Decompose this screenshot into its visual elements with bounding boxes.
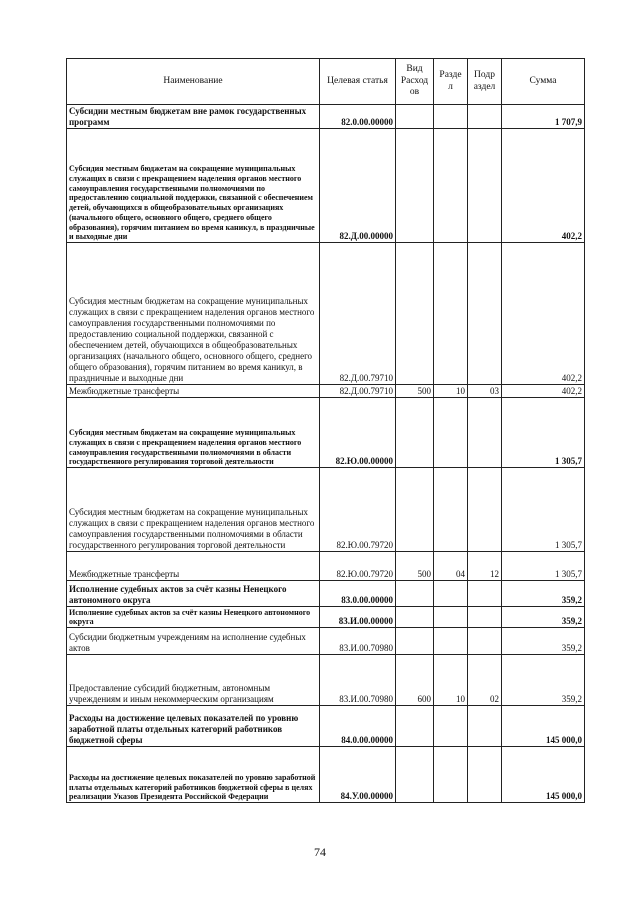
cell-sum: 359,2 — [502, 581, 585, 607]
cell-pod — [468, 747, 502, 803]
cell-code: 82.0.00.00000 — [320, 105, 396, 129]
cell-vid — [396, 129, 434, 243]
table-row — [67, 398, 585, 468]
cell-name: Межбюджетные трансферты — [67, 552, 320, 581]
cell-sum: 359,2 — [502, 655, 585, 706]
cell-sum: 1 305,7 — [502, 398, 585, 468]
cell-razd — [434, 398, 468, 468]
cell-pod — [468, 628, 502, 655]
cell-code: 83.И.00.70980 — [320, 628, 396, 655]
cell-code: 82.Д.00.79710 — [320, 385, 396, 398]
cell-name: Субсидии местным бюджетам вне рамок государственных программ — [67, 105, 320, 129]
cell-name: Субсидия местным бюджетам на сокращение муниципальных служащих в связи с прекращением наделения органов местного самоуправления государственными полномочиями по предоставлению социальной поддержки, связанной с обеспечением детей, обучающихся в общеобразовательных организациях (начального общего, основного общего, среднего общего образования), горячим питанием во время каникул, в праздничные и выходные дни — [67, 129, 320, 243]
header-target-article: Целевая статья — [320, 59, 396, 105]
cell-sum: 145 000,0 — [502, 747, 585, 803]
cell-name: Предоставление субсидий бюджетным, автономным учреждениям и иным некоммерческим организациям — [67, 655, 320, 706]
cell-razd — [434, 706, 468, 747]
cell-sum: 1 305,7 — [502, 468, 585, 552]
cell-pod — [468, 243, 502, 385]
cell-pod — [468, 105, 502, 129]
cell-vid — [396, 581, 434, 607]
cell-code: 82.Д.00.79710 — [320, 243, 396, 385]
cell-vid: 500 — [396, 385, 434, 398]
cell-code: 83.И.00.00000 — [320, 607, 396, 628]
cell-name: Исполнение судебных актов за счёт казны Ненецкого автономного округа — [67, 607, 320, 628]
cell-pod — [468, 129, 502, 243]
cell-razd — [434, 243, 468, 385]
cell-sum: 402,2 — [502, 129, 585, 243]
table-row — [67, 581, 585, 607]
cell-pod — [468, 706, 502, 747]
header-expense-type: Вид Расход ов — [396, 59, 434, 105]
cell-razd — [434, 628, 468, 655]
page-number: 74 — [314, 845, 326, 859]
budget-table — [66, 58, 585, 803]
cell-sum: 402,2 — [502, 385, 585, 398]
cell-vid — [396, 398, 434, 468]
cell-name: Межбюджетные трансферты — [67, 385, 320, 398]
table-row — [67, 655, 585, 706]
cell-sum: 1 305,7 — [502, 552, 585, 581]
cell-sum: 1 707,9 — [502, 105, 585, 129]
cell-pod: 03 — [468, 385, 502, 398]
header-name: Наименование — [67, 59, 320, 105]
table-row — [67, 747, 585, 803]
cell-vid — [396, 607, 434, 628]
header-subsection: Подр аздел — [468, 59, 502, 105]
cell-pod: 12 — [468, 552, 502, 581]
cell-name: Расходы на достижение целевых показателей по уровню заработной платы отдельных категорий работников бюджетной сферы — [67, 706, 320, 747]
cell-vid: 500 — [396, 552, 434, 581]
cell-code: 84.0.00.00000 — [320, 706, 396, 747]
table-row — [67, 552, 585, 581]
header-row — [67, 59, 585, 105]
cell-razd — [434, 581, 468, 607]
cell-sum: 359,2 — [502, 607, 585, 628]
cell-code: 82.Ю.00.79720 — [320, 468, 396, 552]
cell-sum: 402,2 — [502, 243, 585, 385]
cell-name: Расходы на достижение целевых показателей по уровню заработной платы отдельных категорий работников бюджетной сферы в целях реализации Указов Президента Российской Федерации — [67, 747, 320, 803]
table-row — [67, 607, 585, 628]
cell-razd: 10 — [434, 655, 468, 706]
cell-code: 83.0.00.00000 — [320, 581, 396, 607]
cell-code: 82.Ю.00.79720 — [320, 552, 396, 581]
cell-razd — [434, 747, 468, 803]
table-row — [67, 385, 585, 398]
cell-name: Субсидии бюджетным учреждениям на исполнение судебных актов — [67, 628, 320, 655]
cell-code: 82.Д.00.00000 — [320, 129, 396, 243]
cell-vid — [396, 243, 434, 385]
cell-razd — [434, 468, 468, 552]
cell-pod: 02 — [468, 655, 502, 706]
cell-razd — [434, 129, 468, 243]
cell-pod — [468, 468, 502, 552]
cell-vid — [396, 628, 434, 655]
cell-name: Исполнение судебных актов за счёт казны Ненецкого автономного округа — [67, 581, 320, 607]
cell-pod — [468, 398, 502, 468]
cell-code: 84.У.00.00000 — [320, 747, 396, 803]
cell-sum: 359,2 — [502, 628, 585, 655]
cell-code: 83.И.00.70980 — [320, 655, 396, 706]
cell-name: Субсидия местным бюджетам на сокращение муниципальных служащих в связи с прекращением наделения органов местного самоуправления государственными полномочиями в области государственного регулирования торговой деятельности — [67, 468, 320, 552]
cell-razd — [434, 105, 468, 129]
cell-vid — [396, 747, 434, 803]
table-row — [67, 129, 585, 243]
header-section: Разде л — [434, 59, 468, 105]
cell-razd — [434, 607, 468, 628]
cell-name: Субсидия местным бюджетам на сокращение муниципальных служащих в связи с прекращением наделения органов местного самоуправления государственными полномочиями по предоставлению социальной поддержки, связанной с обеспечением детей, обучающихся в общеобразовательных организациях (начального общего, основного общего, среднего общего образования), горячим питанием во время каникул, в праздничные и выходные дни — [67, 243, 320, 385]
cell-name: Субсидия местным бюджетам на сокращение муниципальных служащих в связи с прекращением наделения органов местного самоуправления государственными полномочиями в области государственного регулирования торговой деятельности — [67, 398, 320, 468]
cell-vid: 600 — [396, 655, 434, 706]
cell-pod — [468, 607, 502, 628]
table-row — [67, 105, 585, 129]
cell-vid — [396, 105, 434, 129]
table-row — [67, 706, 585, 747]
cell-razd: 04 — [434, 552, 468, 581]
table-row — [67, 243, 585, 385]
cell-pod — [468, 581, 502, 607]
cell-vid — [396, 706, 434, 747]
table-row — [67, 628, 585, 655]
table-row — [67, 468, 585, 552]
cell-razd: 10 — [434, 385, 468, 398]
header-amount: Сумма — [502, 59, 585, 105]
cell-vid — [396, 468, 434, 552]
cell-code: 82.Ю.00.00000 — [320, 398, 396, 468]
cell-sum: 145 000,0 — [502, 706, 585, 747]
